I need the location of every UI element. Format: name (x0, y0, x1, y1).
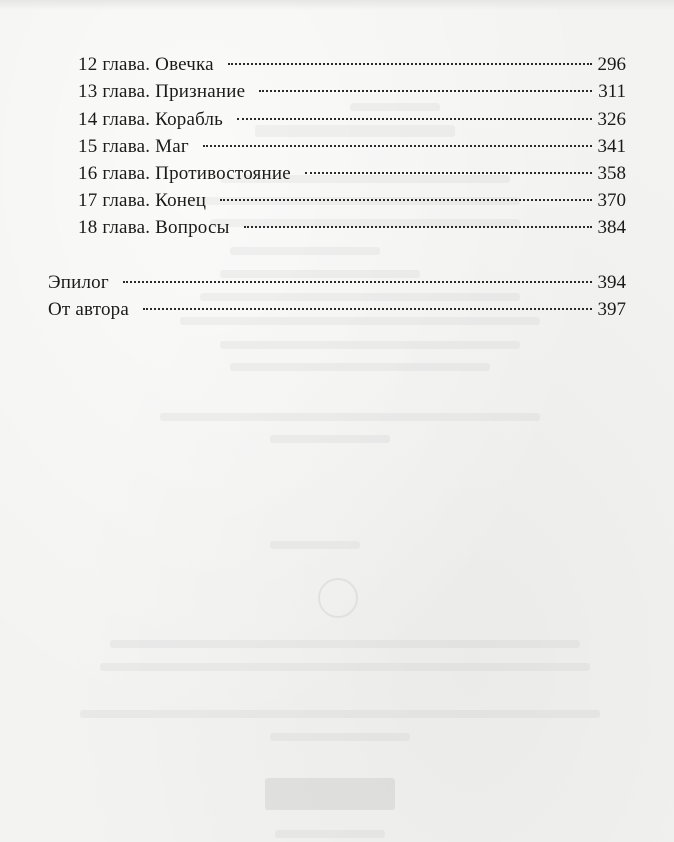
toc-entry-title: 15 глава. Маг (78, 136, 189, 157)
toc-entry-title: От автора (48, 299, 129, 320)
toc-entry-title: 14 глава. Корабль (78, 109, 224, 130)
toc-entry-page: 358 (597, 163, 626, 184)
toc-entry-page: 394 (597, 272, 626, 293)
dot-leader (228, 63, 592, 65)
toc-entry-chapter-13[interactable] (78, 80, 626, 104)
toc-entry-chapter-12[interactable] (78, 53, 626, 77)
toc-entry-chapter-14[interactable] (78, 108, 626, 132)
toc-entry-page: 384 (597, 217, 626, 238)
toc-entry-from-author[interactable] (48, 298, 626, 322)
dot-leader (244, 226, 592, 228)
toc-entry-title: 13 глава. Признание (78, 81, 246, 102)
toc-entry-page: 311 (598, 81, 626, 102)
toc-entry-page: 341 (597, 136, 626, 157)
toc-entry-title: 16 глава. Противостояние (78, 163, 291, 184)
toc-entry-page: 397 (597, 299, 626, 320)
toc-entry-page: 326 (597, 109, 626, 130)
dot-leader (203, 145, 592, 147)
dot-leader (220, 199, 591, 201)
toc-entry-chapter-16[interactable] (78, 162, 626, 186)
toc-entry-epilogue[interactable] (48, 271, 626, 295)
toc-entry-page: 370 (597, 190, 626, 211)
toc-entry-title: 18 глава. Вопросы (78, 217, 230, 238)
toc-entry-title: 12 глава. Овечка (78, 54, 214, 75)
show-through-logo (265, 778, 395, 810)
toc-entry-chapter-18[interactable] (78, 216, 626, 240)
page-top-edge (0, 0, 674, 10)
dot-leader (143, 308, 592, 310)
dot-leader (305, 172, 592, 174)
toc-entry-title: Эпилог (48, 272, 109, 293)
toc-entry-chapter-15[interactable] (78, 135, 626, 159)
dot-leader (123, 281, 592, 283)
toc-entry-chapter-17[interactable] (78, 189, 626, 213)
show-through-circle (318, 578, 358, 618)
toc-entry-page: 296 (597, 54, 626, 75)
dot-leader (237, 118, 591, 120)
toc-entry-title: 17 глава. Конец (78, 190, 207, 211)
dot-leader (259, 90, 592, 92)
